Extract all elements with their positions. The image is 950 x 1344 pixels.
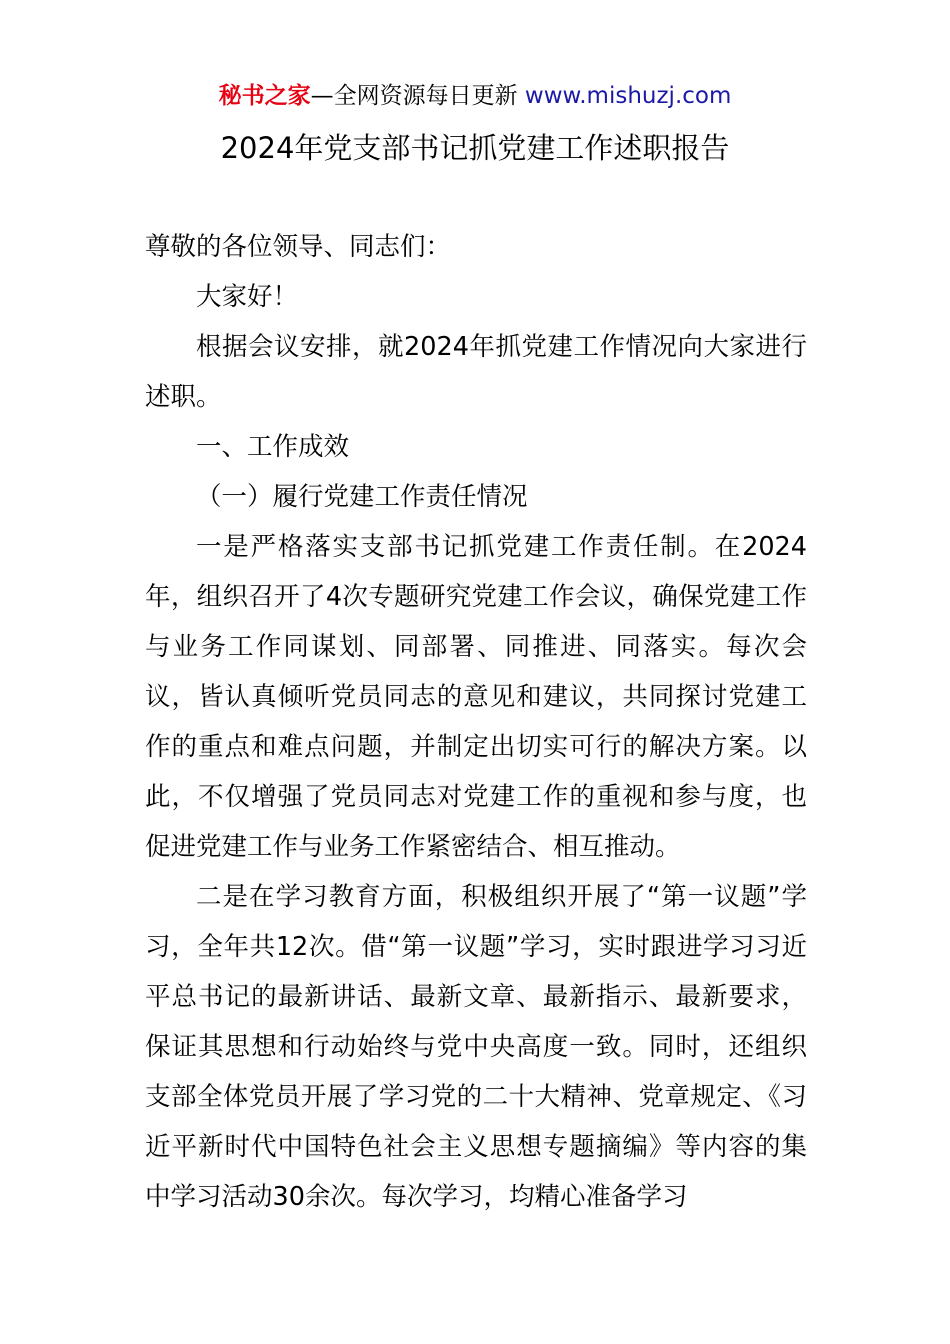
- intro-paragraph: 根据会议安排，就2024年抓党建工作情况向大家进行述职。: [145, 332, 807, 412]
- site-header: [0, 80, 950, 112]
- greeting-paragraph: 大家好！: [196, 282, 299, 312]
- section-heading-achievements: 一、工作成效: [196, 432, 350, 462]
- site-tagline: —全网资源每日更新: [310, 83, 518, 109]
- document-title: 2024年党支部书记抓党建工作述职报告: [220, 131, 730, 165]
- site-brand: 秘书之家: [218, 83, 311, 109]
- site-url-link[interactable]: www.mishuzj.com: [524, 83, 732, 109]
- document-body: [145, 222, 807, 1222]
- paragraph-study-education: 二是在学习教育方面，积极组织开展了“第一议题”学习，全年共12次。借“第一议题”学习，实时跟进学习习近平总书记的最新讲话、最新文章、最新指示、最新要求，保证其思想和行动始终与党中央高度一致。同时，还组织支部全体党员开展了学习党的二十大精神、党章规定、《习近平新时代中国特色社会主义思想专题摘编》等内容的集中学习活动30余次。每次学习，均精心准备学习: [145, 882, 807, 1212]
- subsection-heading-responsibility: （一）履行党建工作责任情况: [196, 482, 528, 512]
- salutation: 尊敬的各位领导、同志们：: [145, 232, 452, 262]
- paragraph-responsibility-system: 一是严格落实支部书记抓党建工作责任制。在2024年，组织召开了4次专题研究党建工作会议，确保党建工作与业务工作同谋划、同部署、同推进、同落实。每次会议，皆认真倾听党员同志的意见和建议，共同探讨党建工作的重点和难点问题，并制定出切实可行的解决方案。以此，不仅增强了党员同志对党建工作的重视和参与度，也促进党建工作与业务工作紧密结合、相互推动。: [145, 532, 807, 862]
